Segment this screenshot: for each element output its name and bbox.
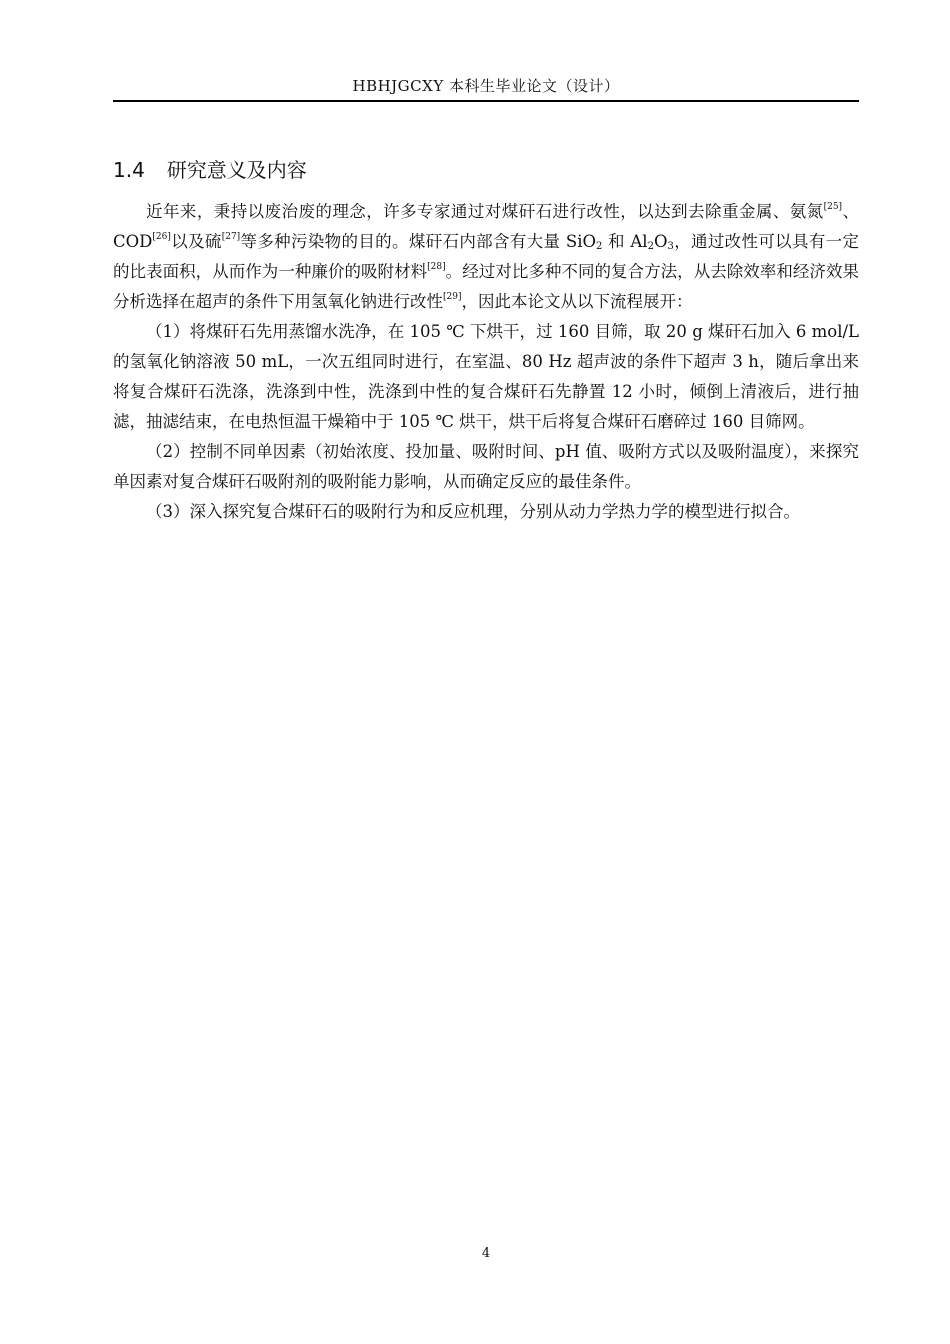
formula-subscript: 3 [667,241,674,252]
step-1-paragraph: （1）将煤矸石先用蒸馏水洗净，在 105 ℃ 下烘干，过 160 目筛，取 20 g 煤矸石加入 6 mol/L 的氢氧化钠溶液 50 mL，一次五组同时进行，在室温、80 Hz 超声波的条件下超声 3 h，随后拿出来将复合煤矸石洗涤，洗涤到中性，洗涤到中性的复合煤矸石先静置 12 小时，倾倒上清液后，进行抽滤，抽滤结束，在电热恒温干燥箱中于 105 ℃ 烘干，烘干后将复合煤矸石磨碎过 160 目筛网。 [113,322,859,431]
intro-paragraph [113,197,859,317]
intro-text: ，通过改性可以具有一定的比表面积，从而作为一种廉价的吸附材料 [113,232,860,281]
intro-text: 、COD [113,202,860,251]
page-number: 4 [481,1246,491,1261]
running-header: HBHJGCXY 本科生毕业论文（设计） [352,77,620,95]
header-rule [113,100,859,102]
citation-ref: [29] [443,291,462,302]
body-text [113,197,859,527]
citation-ref: [27] [221,231,241,242]
citation-ref: [26] [152,231,171,242]
citation-ref: [25] [823,201,843,212]
intro-text: 。经过对比多种不同的复合方法，从去除效率和经济效果分析选择在超声的条件下用氢氧化钠进行改性 [113,262,860,311]
intro-text: 以及硫 [170,232,222,251]
formula-subscript: 2 [596,241,603,252]
step-3-paragraph: （3）深入探究复合煤矸石的吸附行为和反应机理，分别从动力学热力学的模型进行拟合。 [146,502,800,521]
step-2-paragraph: （2）控制不同单因素（初始浓度、投加量、吸附时间、pH 值、吸附方式以及吸附温度），来探究单因素对复合煤矸石吸附剂的吸附能力影响，从而确定反应的最佳条件。 [113,442,859,491]
formula-subscript: 2 [647,241,654,252]
section-number: 1.4 [113,158,145,182]
section-title: 研究意义及内容 [166,158,307,182]
citation-ref: [28] [427,261,446,272]
intro-text: 等多种污染物的目的。煤矸石内部含有大量 SiO [240,232,597,251]
intro-text: O [653,232,668,251]
intro-text: ，因此本论文从以下流程展开： [461,292,693,311]
intro-text: 和 Al [602,232,648,251]
intro-text: 近年来，秉持以废治废的理念，许多专家通过对煤矸石进行改性，以达到去除重金属、氨氮 [146,202,824,221]
section-heading [113,156,307,184]
